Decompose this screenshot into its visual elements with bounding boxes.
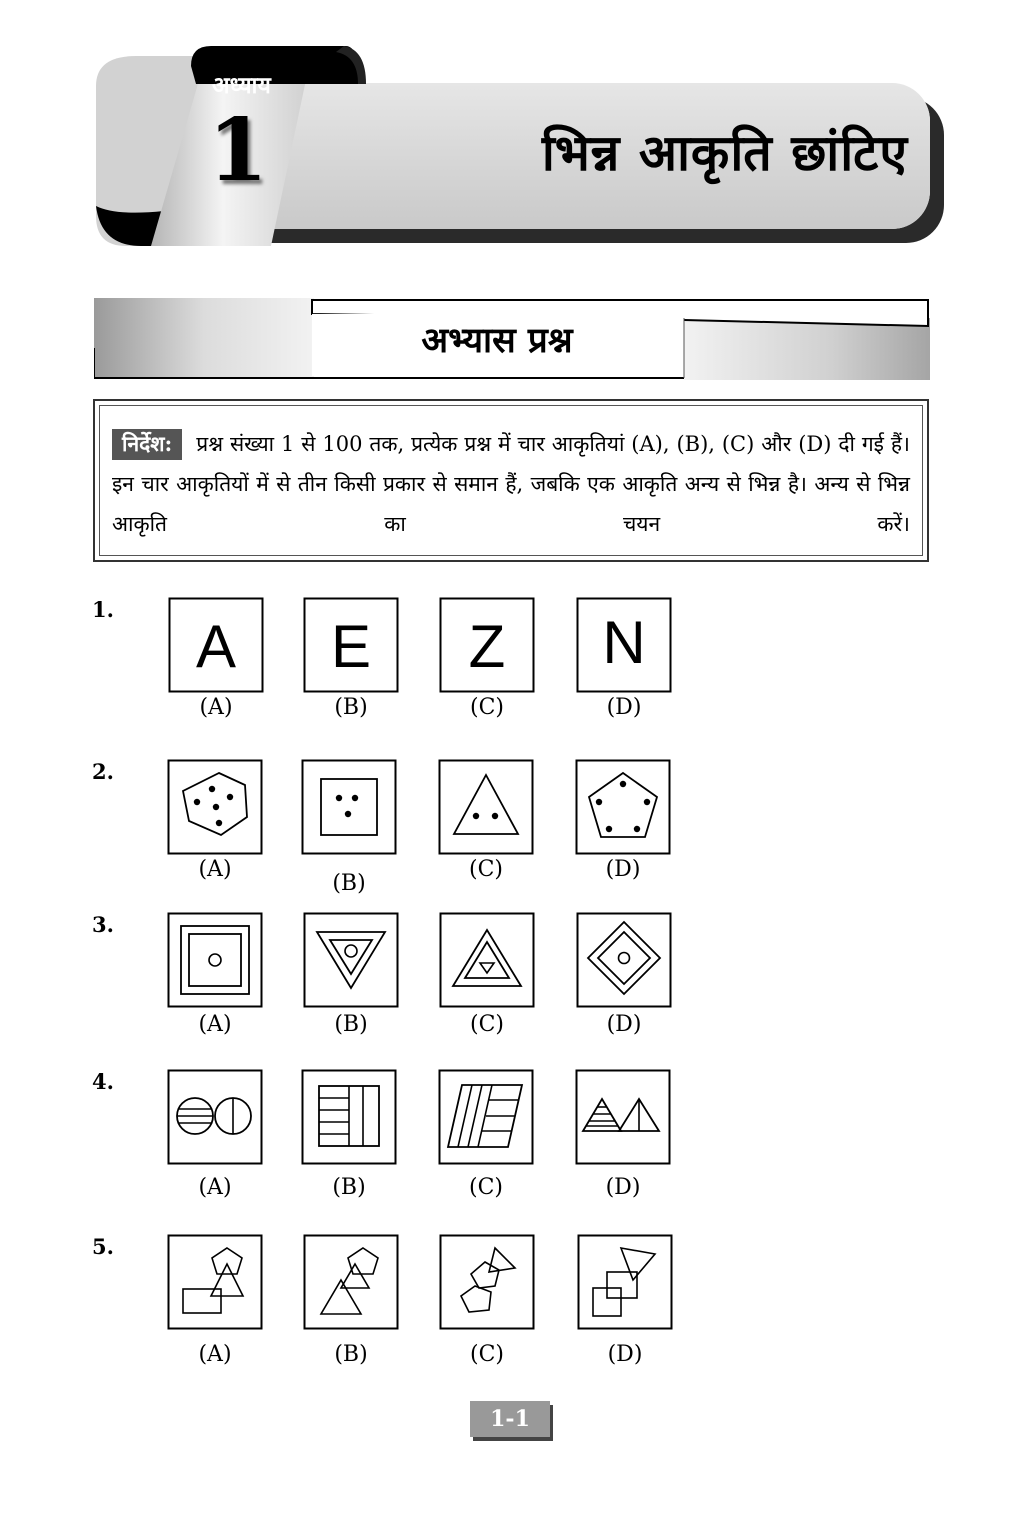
option-label: (B) bbox=[334, 695, 368, 720]
question-4 bbox=[0, 1069, 1024, 1219]
option-label: (C) bbox=[470, 1012, 504, 1037]
pentagon-5-dots-icon bbox=[575, 759, 671, 855]
question-3 bbox=[0, 912, 1024, 1062]
question-number: 2. bbox=[92, 759, 114, 784]
nested-diamonds-circle-icon bbox=[576, 912, 672, 1008]
option-a[interactable] bbox=[167, 759, 263, 882]
parallelogram-lines-icon bbox=[438, 1069, 534, 1165]
option-label: (A) bbox=[198, 1175, 232, 1200]
option-label: (A) bbox=[198, 857, 232, 882]
option-label: (D) bbox=[607, 1342, 643, 1367]
option-a[interactable] bbox=[167, 912, 263, 1037]
option-label: (A) bbox=[199, 695, 233, 720]
option-b[interactable] bbox=[301, 759, 397, 896]
option-d[interactable] bbox=[575, 1069, 671, 1200]
page-number: 1-1 bbox=[470, 1401, 550, 1437]
question-2 bbox=[0, 759, 1024, 909]
option-b[interactable] bbox=[303, 597, 399, 720]
svg-text:A: A bbox=[195, 613, 237, 680]
pentagon-two-triangles-icon bbox=[303, 1234, 399, 1330]
option-label: (D) bbox=[606, 695, 642, 720]
option-d[interactable] bbox=[576, 597, 672, 720]
option-d[interactable] bbox=[576, 912, 672, 1037]
two-triangles-lines-icon bbox=[575, 1069, 671, 1165]
option-d[interactable] bbox=[577, 1234, 673, 1367]
nested-triangles-up-icon bbox=[439, 912, 535, 1008]
option-c[interactable] bbox=[439, 1234, 535, 1367]
option-label: (C) bbox=[470, 695, 504, 720]
chapter-title: भिन्न आकृति छांटिए bbox=[541, 123, 908, 182]
svg-text:Z: Z bbox=[468, 613, 506, 680]
option-label: (D) bbox=[605, 1175, 641, 1200]
directions-text: प्रश्न संख्या 1 से 100 तक, प्रत्येक प्रश्न में चार आकृतियां (A), (B), (C) और (D) दी गई हैं। इन चार आकृतियों में से तीन किसी प्रकार से समान हैं, जबकि एक आकृति अन्य से भिन्न है। अन्य से भिन्न आकृति का चयन करें। bbox=[112, 432, 910, 536]
directions-box bbox=[93, 399, 929, 562]
option-a[interactable] bbox=[168, 597, 264, 720]
nested-triangles-down-circle-icon bbox=[303, 912, 399, 1008]
pentagon-triangle-rectangle-icon bbox=[167, 1234, 263, 1330]
question-number: 5. bbox=[92, 1234, 114, 1259]
option-label: (D) bbox=[605, 857, 641, 882]
option-c[interactable] bbox=[439, 912, 535, 1037]
svg-text:E: E bbox=[330, 613, 372, 680]
option-label: (B) bbox=[332, 1175, 366, 1200]
chapter-label: अध्याय bbox=[212, 72, 271, 99]
rectangle-grid-icon bbox=[301, 1069, 397, 1165]
option-label: (C) bbox=[470, 1342, 504, 1367]
option-label: (A) bbox=[198, 1012, 232, 1037]
letter-e-figure bbox=[303, 597, 399, 693]
chapter-number: 1 bbox=[208, 100, 268, 201]
hexagon-5-dots-icon bbox=[167, 759, 263, 855]
option-a[interactable] bbox=[167, 1069, 263, 1200]
triangle-pentagons-icon bbox=[439, 1234, 535, 1330]
option-label: (B) bbox=[334, 1012, 368, 1037]
two-circles-lines-icon bbox=[167, 1069, 263, 1165]
option-label: (C) bbox=[469, 1175, 503, 1200]
option-label: (D) bbox=[606, 1012, 642, 1037]
question-number: 3. bbox=[92, 912, 114, 937]
letter-a-figure bbox=[168, 597, 264, 693]
option-label: (A) bbox=[198, 1342, 232, 1367]
svg-text:N: N bbox=[602, 609, 646, 676]
section-title: अभ्यास प्रश्न bbox=[421, 320, 573, 361]
option-b[interactable] bbox=[301, 1069, 397, 1200]
option-label: (C) bbox=[469, 857, 503, 882]
letter-z-figure bbox=[439, 597, 535, 693]
option-c[interactable] bbox=[438, 759, 534, 882]
option-a[interactable] bbox=[167, 1234, 263, 1367]
triangle-2-dots-icon bbox=[438, 759, 534, 855]
directions-label: निर्देश: bbox=[112, 429, 182, 460]
question-1 bbox=[0, 597, 1024, 747]
triangle-two-squares-icon bbox=[577, 1234, 673, 1330]
option-d[interactable] bbox=[575, 759, 671, 882]
option-c[interactable] bbox=[438, 1069, 534, 1200]
question-number: 1. bbox=[92, 597, 114, 622]
letter-n-figure bbox=[576, 597, 672, 693]
nested-squares-circle-icon bbox=[167, 912, 263, 1008]
directions-paragraph bbox=[112, 424, 910, 544]
square-3-dots-icon bbox=[301, 759, 397, 855]
option-b[interactable] bbox=[303, 1234, 399, 1367]
option-b[interactable] bbox=[303, 912, 399, 1037]
option-label: (B) bbox=[334, 1342, 368, 1367]
question-number: 4. bbox=[92, 1069, 114, 1094]
option-label: (B) bbox=[332, 871, 366, 896]
question-5 bbox=[0, 1234, 1024, 1384]
option-c[interactable] bbox=[439, 597, 535, 720]
